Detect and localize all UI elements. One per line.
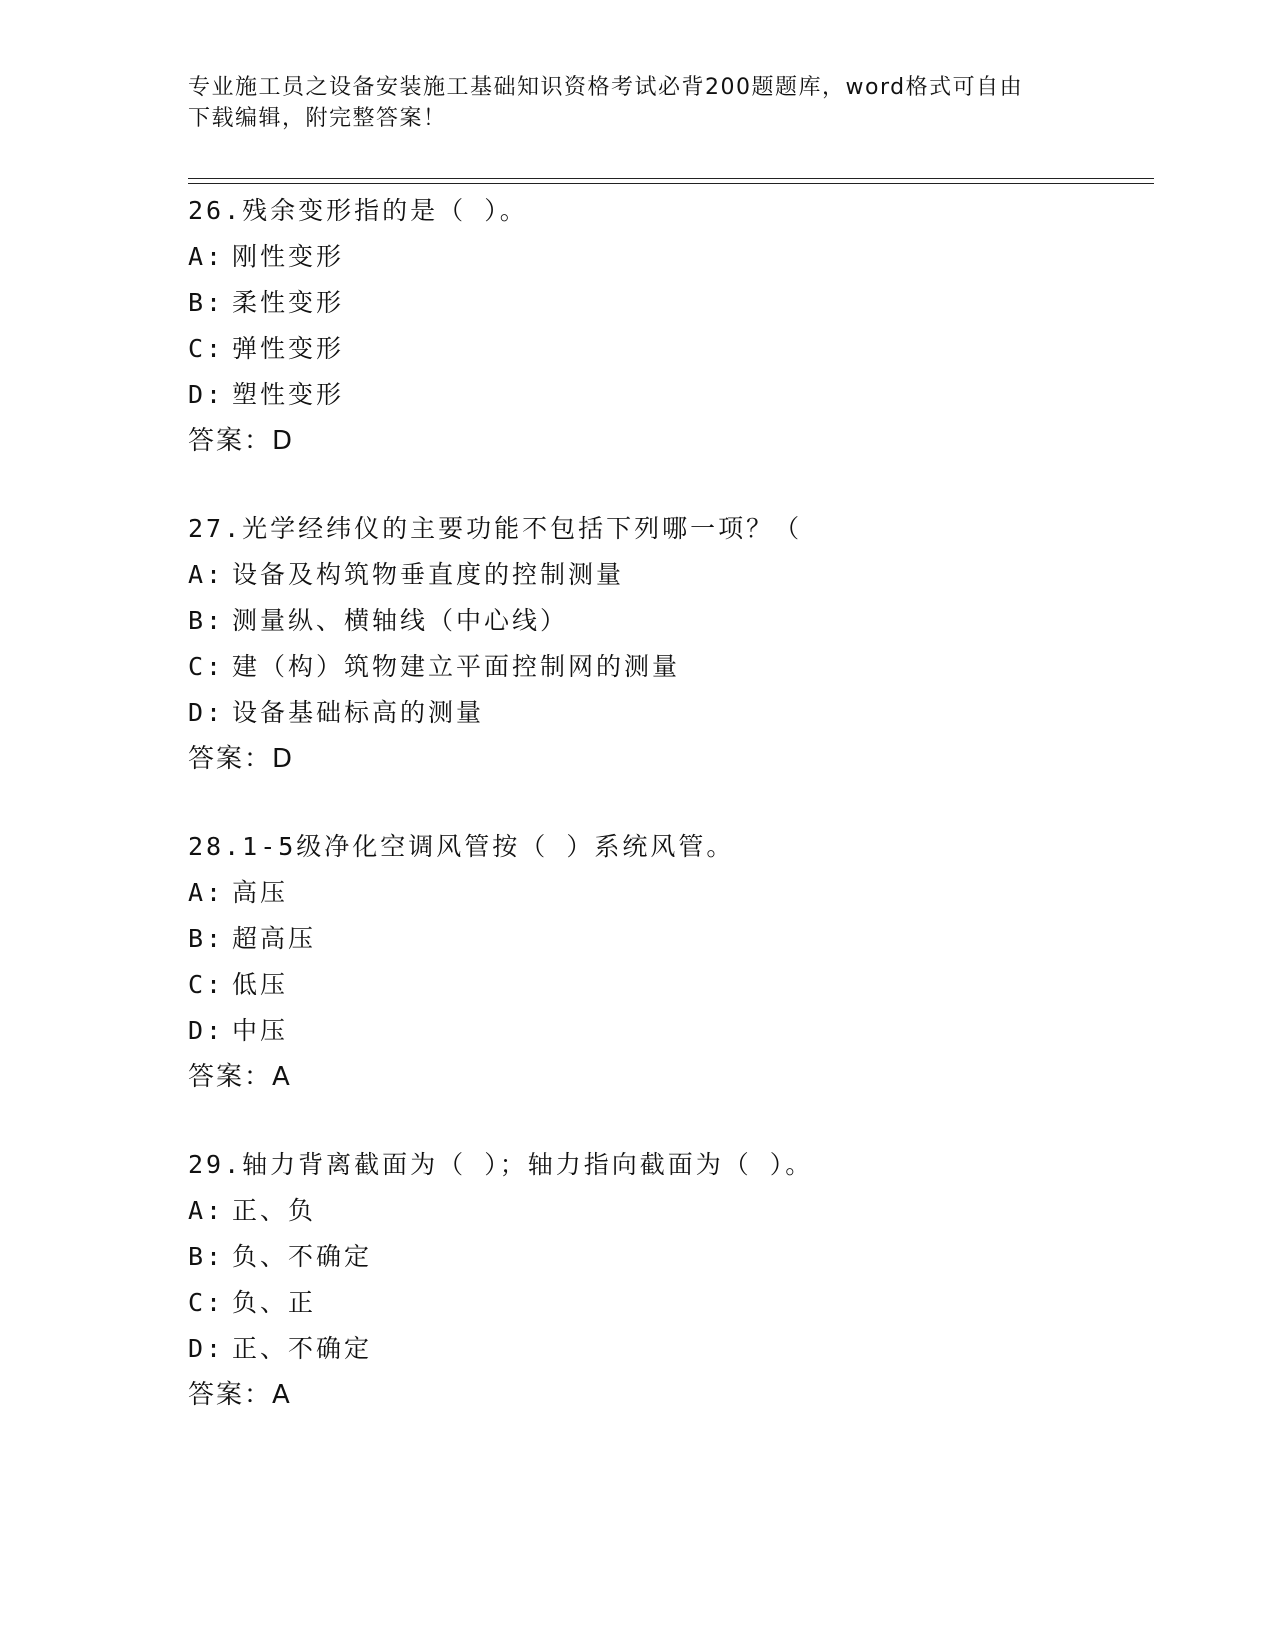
option-text: 刚性变形 xyxy=(232,242,345,271)
option-key: A: xyxy=(188,560,225,589)
option-text: 正、不确定 xyxy=(232,1334,373,1363)
option-text: 塑性变形 xyxy=(232,380,345,409)
header-title-line-2: 下载编辑，附完整答案！ xyxy=(188,106,447,131)
option-c xyxy=(188,962,1148,1008)
option-d xyxy=(188,690,1148,736)
header-divider-top xyxy=(188,178,1154,179)
option-key: D: xyxy=(188,1334,225,1363)
option-key: B: xyxy=(188,1242,225,1271)
question-29 xyxy=(188,1142,1148,1418)
option-key: D: xyxy=(188,698,225,727)
option-b xyxy=(188,1234,1148,1280)
option-d xyxy=(188,1008,1148,1054)
option-text: 负、不确定 xyxy=(232,1242,373,1271)
option-b xyxy=(188,916,1148,962)
question-stem: 28.1-5级净化空调风管按（ ）系统风管。 xyxy=(188,832,735,861)
answer-line: 答案：D xyxy=(188,744,295,774)
option-text: 柔性变形 xyxy=(232,288,345,317)
option-d xyxy=(188,1326,1148,1372)
option-b xyxy=(188,280,1148,326)
option-key: C: xyxy=(188,334,225,363)
option-text: 设备及构筑物垂直度的控制测量 xyxy=(232,560,625,589)
option-key: D: xyxy=(188,380,225,409)
option-key: B: xyxy=(188,288,225,317)
question-stem: 29.轴力背离截面为（ ）；轴力指向截面为（ ）。 xyxy=(188,1150,814,1179)
option-key: C: xyxy=(188,652,225,681)
option-text: 弹性变形 xyxy=(232,334,345,363)
option-a xyxy=(188,1188,1148,1234)
option-key: A: xyxy=(188,242,225,271)
answer-line: 答案：D xyxy=(188,426,295,456)
option-a xyxy=(188,234,1148,280)
option-text: 负、正 xyxy=(232,1288,317,1317)
option-text: 高压 xyxy=(232,878,289,907)
option-key: A: xyxy=(188,1196,225,1225)
option-text: 设备基础标高的测量 xyxy=(232,698,485,727)
header-divider-bottom xyxy=(188,183,1154,184)
question-stem: 26.残余变形指的是（ ）。 xyxy=(188,196,528,225)
option-text: 低压 xyxy=(232,970,289,999)
option-a xyxy=(188,552,1148,598)
option-key: C: xyxy=(188,1288,225,1317)
option-c xyxy=(188,326,1148,372)
option-key: D: xyxy=(188,1016,225,1045)
option-text: 中压 xyxy=(232,1016,289,1045)
question-26 xyxy=(188,188,1148,464)
question-28 xyxy=(188,824,1148,1100)
question-stem: 27.光学经纬仪的主要功能不包括下列哪一项？（ xyxy=(188,514,803,543)
question-27 xyxy=(188,506,1148,782)
document-header xyxy=(188,72,1088,134)
option-text: 建（构）筑物建立平面控制网的测量 xyxy=(232,652,681,681)
answer-line: 答案：A xyxy=(188,1062,292,1092)
option-key: C: xyxy=(188,970,225,999)
option-key: B: xyxy=(188,606,225,635)
header-title-line-1: 专业施工员之设备安装施工基础知识资格考试必背200题题库，word格式可自由 xyxy=(188,75,1024,100)
option-b xyxy=(188,598,1148,644)
option-text: 测量纵、横轴线（中心线） xyxy=(232,606,569,635)
option-c xyxy=(188,1280,1148,1326)
option-c xyxy=(188,644,1148,690)
option-key: A: xyxy=(188,878,225,907)
option-d xyxy=(188,372,1148,418)
answer-line: 答案：A xyxy=(188,1380,292,1410)
option-text: 超高压 xyxy=(232,924,317,953)
option-key: B: xyxy=(188,924,225,953)
option-text: 正、负 xyxy=(232,1196,317,1225)
option-a xyxy=(188,870,1148,916)
